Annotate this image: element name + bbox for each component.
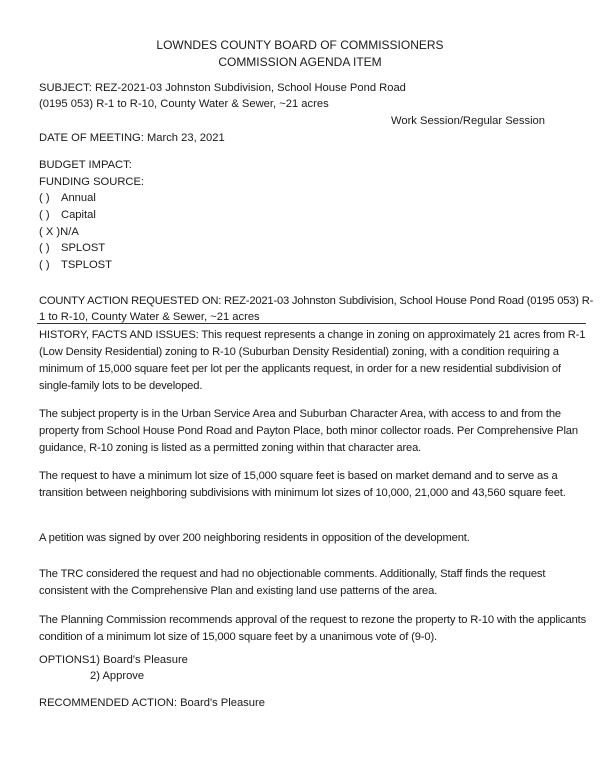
session-type: Work Session/Regular Session	[391, 115, 546, 127]
subject-line-1: SUBJECT: REZ-2021-03 Johnston Subdivision, School House Pond Road	[39, 82, 406, 94]
funding-source-splost	[39, 240, 105, 257]
county-action-line-2: 1 to R-10, County Water & Sewer, ~21 acres	[39, 311, 260, 323]
options-label: OPTIONS:	[39, 654, 93, 666]
funding-source-annual	[39, 190, 96, 207]
trc-paragraph: The TRC considered the request and had no objectionable comments. Additionally, Staff finds the request consistent with the Comprehensive Plan and existing land use patterns of the area.	[39, 568, 546, 597]
property-location-paragraph: The subject property is in the Urban Service Area and Suburban Character Area, with access to and from the property from School House Pond Road and Payton Place, both minor collector roads. Per Comprehensive Plan guidance, R-10 zoning is listed as a permitted zoning within that character area.	[39, 408, 578, 454]
checkbox-mark-checked: ( X )	[39, 226, 61, 238]
recommended-action: RECOMMENDED ACTION: Board's Pleasure	[39, 697, 265, 709]
doc-type-title: COMMISSION AGENDA ITEM	[218, 55, 382, 69]
option-item-2: 2) Approve	[90, 670, 145, 682]
county-action-line-1: COUNTY ACTION REQUESTED ON: REZ-2021-03 Johnston Subdivision, School House Pond Road (0195 053) R-	[39, 295, 594, 307]
planning-commission-paragraph: The Planning Commission recommends approval of the request to rezone the property to R-10 with the applicants condition of a minimum lot size of 15,000 square feet by a unanimous vote of (9-0).	[39, 614, 587, 643]
funding-source-label: N/A	[60, 226, 79, 238]
history-facts-issues-paragraph: HISTORY, FACTS AND ISSUES: This request represents a change in zoning on approximately 21 acres from R-1 (Low Density Residential) zoning to R-10 (Suburban Density Residential) zoning, with a condition requiring a minimum of 15,000 square feet per lot per the applicants request, in order for a new residential subdivision of single-family lots to be developed.	[39, 329, 586, 392]
org-title: LOWNDES COUNTY BOARD OF COMMISSIONERS	[156, 38, 444, 52]
checkbox-mark: ( )	[39, 209, 50, 221]
funding-source-capital	[39, 207, 96, 224]
meeting-date: DATE OF MEETING: March 23, 2021	[39, 132, 225, 144]
checkbox-mark: ( )	[39, 242, 50, 254]
checkbox-mark: ( )	[39, 192, 50, 204]
section-divider	[37, 323, 586, 324]
funding-source-label: Annual	[61, 192, 96, 204]
funding-source-label: TSPLOST	[61, 259, 112, 271]
funding-source-label: FUNDING SOURCE:	[39, 176, 145, 188]
petition-paragraph: A petition was signed by over 200 neighboring residents in opposition of the development.	[39, 532, 470, 544]
funding-source-label: SPLOST	[61, 242, 106, 254]
lot-size-paragraph: The request to have a minimum lot size of 15,000 square feet is based on market demand and to serve as a transition between neighboring subdivisions with minimum lot sizes of 10,000, 21,000 and 43,560 square feet.	[39, 470, 566, 499]
funding-source-label: Capital	[61, 209, 96, 221]
checkbox-mark: ( )	[39, 259, 50, 271]
budget-impact-label: BUDGET IMPACT:	[39, 159, 132, 171]
funding-source-na	[39, 224, 79, 241]
subject-line-2: (0195 053) R-1 to R-10, County Water & Sewer, ~21 acres	[39, 98, 329, 110]
funding-source-tsplost	[39, 257, 112, 274]
option-item-1: 1) Board's Pleasure	[90, 654, 188, 666]
